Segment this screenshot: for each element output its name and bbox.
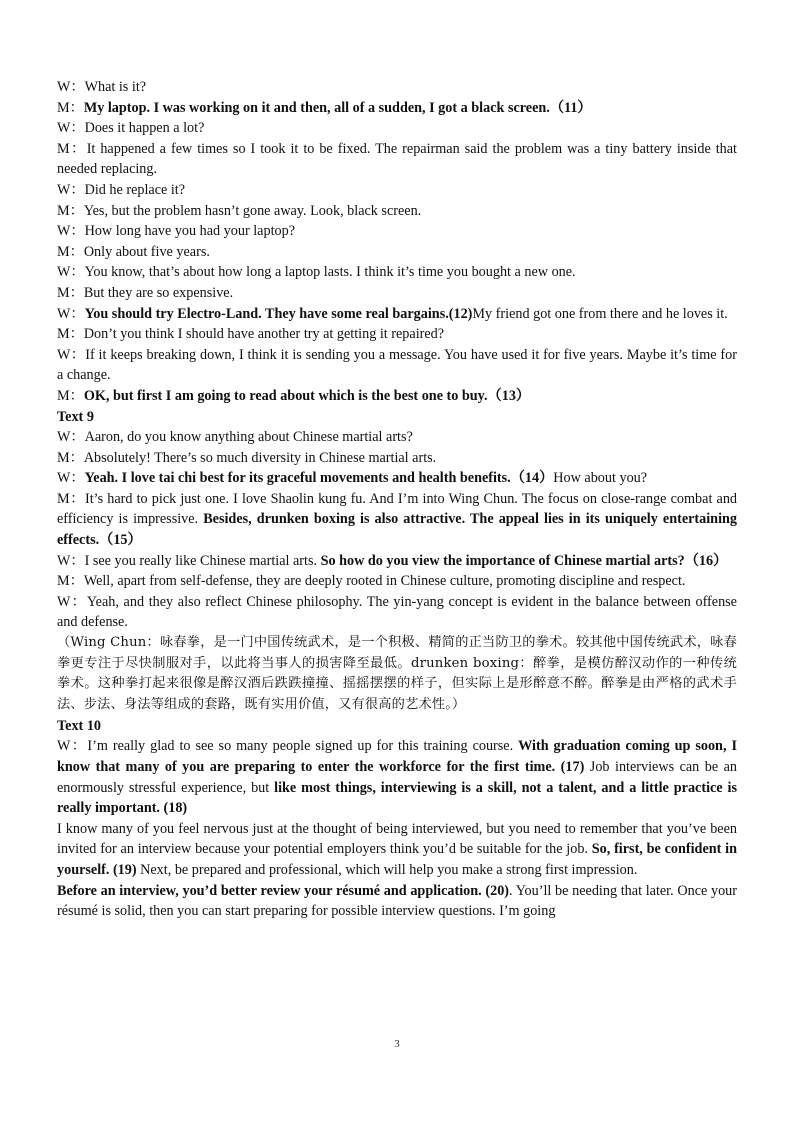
dialogue-line: [57, 304, 737, 325]
key-sentence: Besides, drunken boxing is also attractive. The appeal lies in its uniquely entertaining effects.（15）: [57, 511, 737, 549]
dialogue-line: [57, 489, 737, 551]
dialogue-line: [57, 448, 737, 469]
speaker-label: W：: [57, 346, 86, 363]
key-sentence: You should try Electro-Land. They have some real bargains.(12): [84, 305, 473, 322]
text-run: How about you?: [553, 470, 648, 487]
text-run: （Wing Chun：咏春拳，是一门中国传统武术，是一个积极、精简的正当防卫的拳术。较其他中国传统武术，咏春拳更专注于尽快制服对手，以此将当事人的损害降至最低。drunken boxing：醉拳，是模仿醉汉动作的一种传统拳术。这种拳打起来很像是醉汉酒后跌跌撞撞、摇摇摆摆的样子，但实际上是形醉意不醉。醉拳是由严格的武术手法、步法、身法等组成的套路，既有实用价值，又有很高的艺术性。）: [57, 635, 737, 713]
text-run: My friend got one from there and he loves it.: [472, 305, 728, 322]
speaker-label: W：: [57, 223, 85, 240]
dialogue-line: [57, 201, 737, 222]
dialogue-line: [57, 283, 737, 304]
dialogue-line: [57, 180, 737, 201]
key-sentence: like most things, interviewing is a skill, not a talent, and a little practice is really important. (18): [57, 779, 738, 817]
dialogue-line: [57, 98, 737, 119]
key-sentence: Before an interview, you’d better review your résumé and application. (20): [57, 882, 510, 899]
text-run: Next, be prepared and professional, which will help you make a strong first impression.: [136, 862, 638, 878]
speaker-label: M：: [57, 202, 84, 219]
dialogue-line: [57, 324, 737, 345]
text-run: Job interviews can be an enormously stressful experience, but: [57, 759, 738, 796]
speaker-label: M：: [57, 573, 84, 590]
speaker-label: W：: [57, 120, 85, 137]
section-heading: [57, 716, 737, 737]
dialogue-line: [57, 386, 737, 407]
text-run: Does it happen a lot?: [84, 120, 205, 137]
paragraph: [57, 881, 737, 922]
text-run: Yes, but the problem hasn’t gone away. Look, black screen.: [83, 202, 422, 219]
dialogue-line: [57, 139, 737, 180]
text-run: Don’t you think I should have another try at getting it repaired?: [83, 326, 445, 343]
text-run: You know, that’s about how long a laptop lasts. I think it’s time you bought a new one.: [84, 264, 576, 281]
dialogue-line: [57, 468, 737, 489]
text-run: If it keeps breaking down, I think it is sending you a message. You have used it for five years. Maybe it’s time for a change.: [57, 346, 737, 384]
speaker-label: W：: [57, 79, 85, 95]
speaker-label: M：: [57, 243, 84, 260]
text-run: It’s hard to pick just one. I love Shaolin kung fu. And I’m into Wing Chun. The focus on close-range combat and efficiency is impressive.: [57, 490, 738, 528]
speaker-label: M：: [57, 99, 84, 116]
text-run: I’m really glad to see so many people signed up for this training course.: [87, 738, 519, 755]
paragraph: [57, 819, 737, 881]
key-sentence: OK, but first I am going to read about which is the best one to buy.（13）: [83, 387, 531, 404]
dialogue-line: [57, 571, 737, 592]
dialogue-line: [57, 427, 737, 448]
speaker-label: W：: [57, 738, 88, 755]
text-run: Absolutely! There’s so much diversity in Chinese martial arts.: [83, 449, 437, 466]
speaker-label: M：: [57, 490, 85, 507]
text-run: I see you really like Chinese martial arts.: [84, 552, 321, 569]
document-body: [57, 77, 737, 922]
speaker-label: W：: [57, 429, 85, 446]
dialogue-line: [57, 592, 737, 633]
text-run: Well, apart from self-defense, they are deeply rooted in Chinese culture, promoting discipline and respect.: [83, 573, 686, 590]
speaker-label: W：: [57, 305, 85, 322]
text-run: How long have you had your laptop?: [84, 223, 295, 240]
key-sentence: My laptop. I was working on it and then, all of a sudden, I got a black screen.（11）: [83, 99, 592, 116]
key-sentence: With graduation coming up soon, I know that many of you are preparing to enter the workforce for the first time. (17): [57, 738, 737, 776]
dialogue-line: [57, 736, 737, 818]
speaker-label: M：: [57, 387, 84, 404]
dialogue-line: [57, 262, 737, 283]
key-sentence: Yeah. I love tai chi best for its graceful movements and health benefits.（14）: [84, 470, 554, 487]
speaker-label: M：: [57, 449, 84, 466]
dialogue-line: [57, 551, 737, 572]
key-sentence: So, first, be confident in yourself. (19): [57, 841, 737, 878]
speaker-label: M：: [57, 284, 84, 301]
text-run: It happened a few times so I took it to be fixed. The repairman said the problem was a tiny battery inside that needed replacing.: [57, 140, 737, 178]
speaker-label: M：: [57, 326, 84, 343]
annotation-note: [57, 633, 737, 716]
text-run: Did he replace it?: [84, 181, 186, 198]
key-sentence: Text 9: [57, 408, 94, 425]
speaker-label: W：: [57, 593, 87, 610]
section-heading: [57, 407, 737, 428]
text-run: Aaron, do you know anything about Chinese martial arts?: [84, 429, 413, 446]
speaker-label: W：: [57, 181, 85, 198]
text-run: What is it?: [84, 79, 147, 95]
speaker-label: W：: [57, 264, 85, 281]
dialogue-line: [57, 77, 737, 98]
speaker-label: W：: [57, 470, 85, 487]
text-run: Only about five years.: [83, 243, 210, 260]
dialogue-line: [57, 242, 737, 263]
key-sentence: Text 10: [57, 717, 102, 734]
key-sentence: So how do you view the importance of Chinese martial arts?（16）: [320, 552, 728, 569]
dialogue-line: [57, 221, 737, 242]
text-run: Yeah, and they also reflect Chinese philosophy. The yin-yang concept is evident in the balance between offense and defense.: [57, 593, 737, 631]
text-run: I know many of you feel nervous just at the thought of being interviewed, but you need to remember that you’ve been invited for an interview because your potential employers think you’d be suitable for the job.: [57, 820, 737, 858]
dialogue-line: [57, 118, 737, 139]
speaker-label: M：: [57, 140, 87, 157]
speaker-label: W：: [57, 552, 85, 569]
page-number: 3: [394, 1038, 400, 1050]
text-run: But they are so expensive.: [83, 284, 234, 301]
dialogue-line: [57, 345, 737, 386]
text-run: . You’ll be needing that later. Once your résumé is solid, then you can start preparing for possible interview questions. I’m going: [57, 882, 737, 920]
